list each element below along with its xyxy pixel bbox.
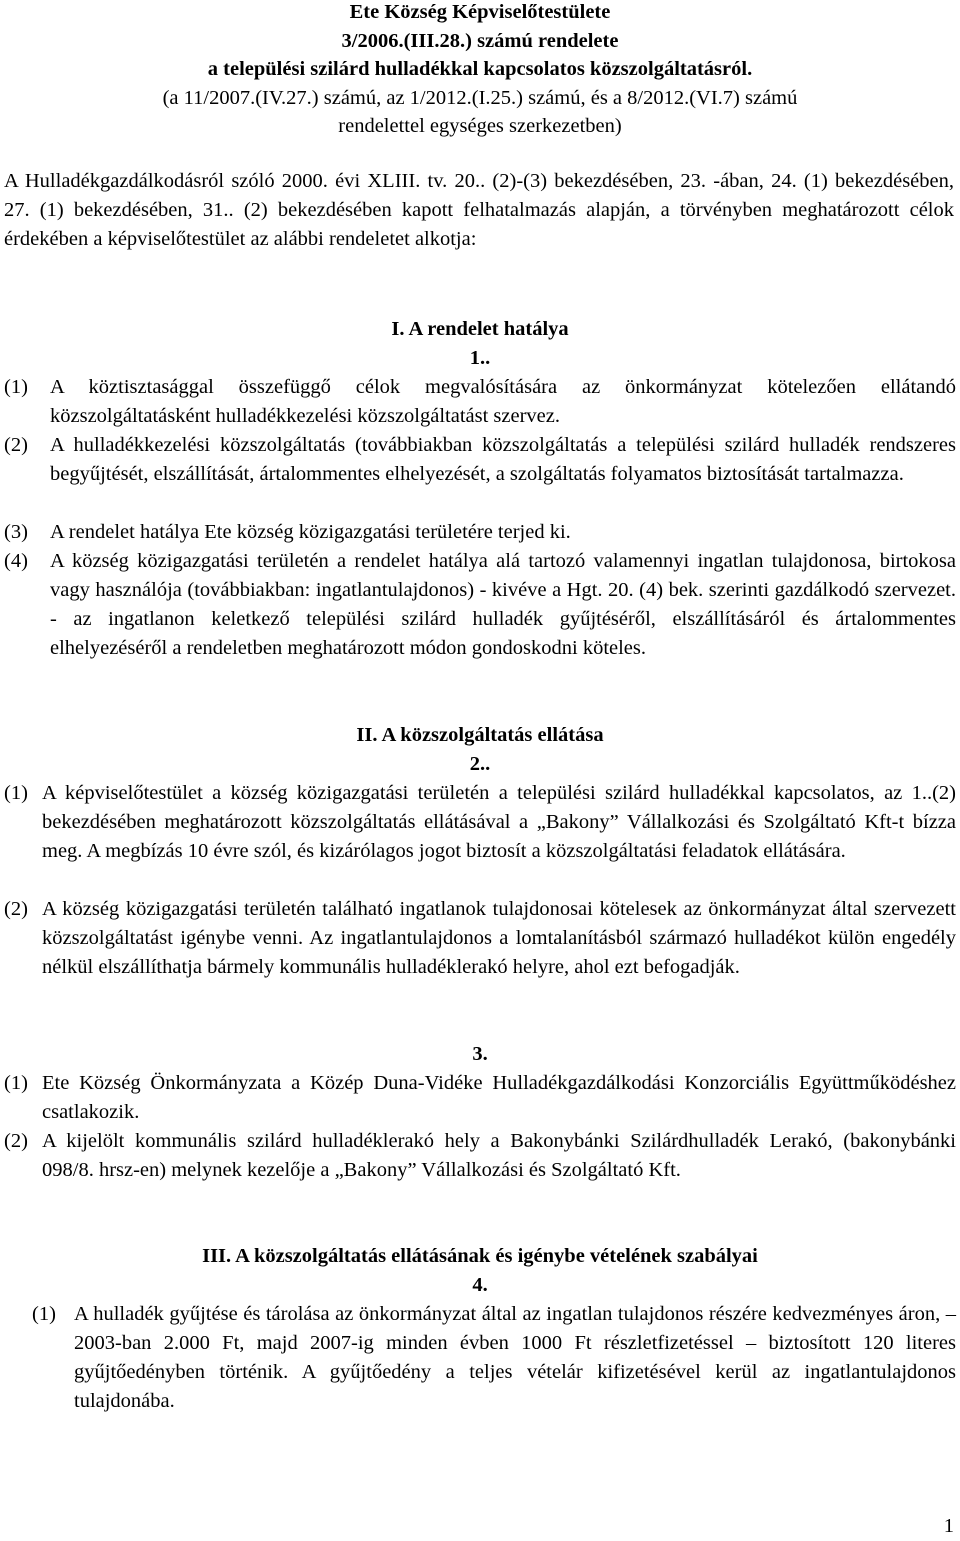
item-number: (1) xyxy=(4,376,28,398)
item-number: (2) xyxy=(4,1130,28,1152)
preamble-paragraph: A Hulladékgazdálkodásról szóló 2000. évi XLIII. tv. 20.. (2)-(3) bekezdésében, 23. -ában, 24. (1) bekezdésében, 27. (1) bekezdésében, 31.. (2) bekezdésében kapott felhatalmazás alapján, a törvényben meghatározott célok érdekében a képviselőtestület az alábbi rendeletet alkotja: xyxy=(4,170,954,250)
amendment-line-2: rendelettel egységes szerkezetben) xyxy=(338,115,622,137)
item-text: A kijelölt kommunális szilárd hulladéklerakó hely a Bakonybánki Szilárdhulladék Lerakó, (bakonybánki 098/8. hrsz-en) melynek kezelője a „Bakony” Vállalkozási és Szolgáltató Kft. xyxy=(42,1130,956,1181)
item-number: (4) xyxy=(4,550,28,572)
item-text: A köztisztasággal összefüggő célok megvalósítására az önkormányzat kötelezően ellátandó közszolgáltatásként hulladékkezelési közszolgáltatást szervez. xyxy=(50,376,956,427)
list-item xyxy=(4,373,956,431)
paragraph-number-4: 4. xyxy=(472,1274,488,1296)
item-number: (3) xyxy=(4,521,28,543)
item-text: Ete Község Önkormányzata a Közép Duna-Vidéke Hulladékgazdálkodási Konzorciális Együttműködéshez csatlakozik. xyxy=(42,1072,956,1123)
section-heading-1: I. A rendelet hatálya xyxy=(391,318,569,340)
amendment-line-1: (a 11/2007.(IV.27.) számú, az 1/2012.(I.25.) számú, és a 8/2012.(VI.7) számú xyxy=(162,86,798,109)
section-heading-3: III. A közszolgáltatás ellátásának és igénybe vételének szabályai xyxy=(202,1245,758,1267)
item-text: A hulladék gyűjtése és tárolása az önkormányzat által az ingatlan tulajdonos részére kedvezményes áron, – 2003-ban 2.000 Ft, majd 2007-ig minden évben 1000 Ft részletfizetéssel – biztosított 120 literes gyűjtőedényben történik. A gyűjtőedény a teljes vételár kifizetésével kerül az ingatlantulajdonos tulajdonába. xyxy=(74,1303,956,1412)
item-number: (2) xyxy=(4,898,28,920)
item-text: A hulladékkezelési közszolgáltatás (továbbiakban közszolgáltatás a települési szilárd hulladék rendszeres begyűjtését, elszállítását, ártalommentes elhelyezését, a szolgáltatás folyamatos biztosítását tartalmazza. xyxy=(50,434,956,485)
list-item xyxy=(32,1300,956,1416)
section-heading-2: II. A közszolgáltatás ellátása xyxy=(356,724,604,746)
list-item xyxy=(4,518,956,547)
paragraph-number-3: 3. xyxy=(472,1043,488,1065)
document-title-block xyxy=(0,0,960,84)
item-number: (1) xyxy=(4,782,28,804)
paragraph-number-2: 2.. xyxy=(469,753,491,775)
decree-number: 3/2006.(III.28.) számú rendelete xyxy=(341,29,619,52)
item-text: A rendelet hatálya Ete község közigazgatási területére terjed ki. xyxy=(50,521,571,543)
page-number: 1 xyxy=(943,1515,954,1537)
item-number: (2) xyxy=(4,434,28,456)
list-item xyxy=(4,431,956,489)
item-text: A község közigazgatási területén a rendelet hatálya alá tartozó valamennyi ingatlan tulajdonosa, birtokosa vagy használója (továbbiakban: ingatlantulajdonos) - kivéve a Hgt. 20. (4) bek. szerinti gazdálkodó szervezet. - az ingatlanon keletkező települési szilárd hulladék gyűjtéséről, elszállításáról és ártalommentes elhelyezéséről a rendeletben meghatározott módon gondoskodni köteles. xyxy=(50,550,956,659)
list-item xyxy=(4,547,956,663)
list-item xyxy=(4,1069,956,1127)
list-item xyxy=(4,1127,956,1185)
amendment-note xyxy=(0,84,960,141)
council-name: Ete Község Képviselőtestülete xyxy=(349,1,611,23)
list-item xyxy=(4,895,956,982)
item-text: A község közigazgatási területén található ingatlanok tulajdonosai kötelesek az önkormányzat által szervezett közszolgáltatást igénybe venni. Az ingatlantulajdonos a lomtalanításból származó hulladékot külön engedély nélkül elszállíthatja bármely kommunális hulladéklerakó helyre, ahol ezt befogadják. xyxy=(42,898,956,978)
item-number: (1) xyxy=(4,1072,28,1094)
decree-subject: a települési szilárd hulladékkal kapcsolatos közszolgáltatásról. xyxy=(207,58,753,80)
item-number: (1) xyxy=(32,1303,56,1325)
item-text: A képviselőtestület a község közigazgatási területén a települési szilárd hulladékkal kapcsolatos, az 1..(2) bekezdésében meghatározott közszolgáltatás ellátásával a „Bakony” Vállalkozási és Szolgáltató Kft-t bízza meg. A megbízás 10 évre szól, és kizárólagos jogot biztosít a közszolgáltatási feladatok ellátására. xyxy=(42,782,956,862)
list-item xyxy=(4,779,956,866)
paragraph-number-1: 1.. xyxy=(469,347,491,369)
